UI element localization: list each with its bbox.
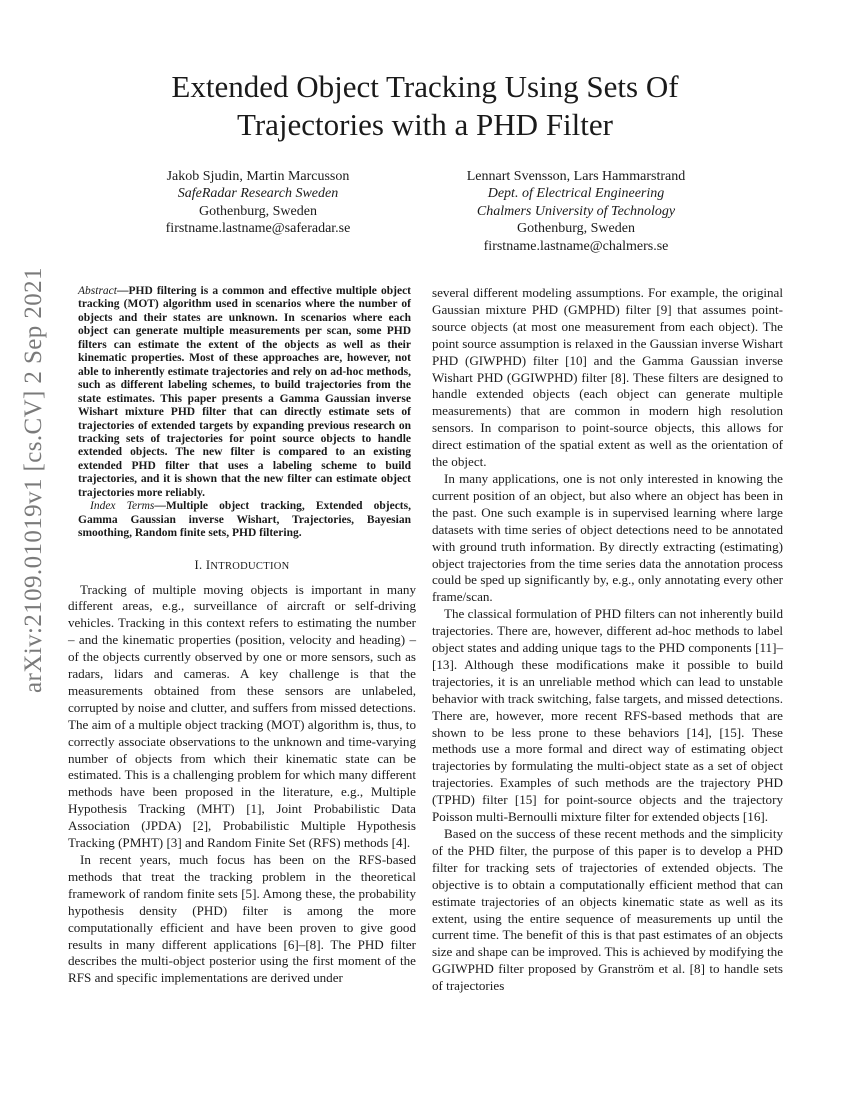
section-number: I. — [194, 557, 206, 572]
body-paragraph: Based on the success of these recent methods and the simplicity of the PHD filter, the purpose of this paper is to develop a PHD filter for tracking sets of trajectories of extended objects. The objective is to obtain a computationally efficient method that can estimate trajectories of an objects kinematic state as well as its extent, using the entire sequence of measurements up until the current time. The benefit of this is that past estimates of an objects size and shape can be improved. This is achieved by modifying the GGIWPHD filter proposed by Granström et al. [8] to handle sets of trajectories — [432, 826, 784, 994]
paper-title — [72, 68, 778, 144]
index-terms-label: Index Terms — [90, 500, 155, 513]
index-terms — [68, 500, 416, 540]
body-paragraph: In recent years, much focus has been on the RFS-based methods that treat the tracking problem in the theoretical framework of random finite sets [5]. Among these, the probability hypothesis density (PHD) filter is among the more computationally efficient and have been proven to give good results in many different applications [6]–[8]. The PHD filter describes the multi-object posterior using the first moment of the RFS and specific implementations are derived under — [68, 852, 416, 986]
abstract-text: —PHD filtering is a common and effective multiple object tracking (MOT) algorithm used in scenarios where the number of objects and their states are unknown. In scenarios where each object can generate multiple measurements per scan, some PHD filters can estimate the extent of the objects as well as their kinematic properties. Most of these approaches are, however, not able to inherently estimate trajectories and rely on ad-hoc methods, such as different labeling schemes, to build trajectories from the state estimates. This paper presents a Gamma Gaussian inverse Wishart mixture PHD filter that can directly estimate sets of trajectories of extended targets by expanding previous research on tracking sets of trajectories for point source objects to handle extended objects. The new filter is compared to an existing extended PHD filter that uses a labeling scheme to build trajectories, and it is shown that the new filter can estimate object trajectories more reliably. — [78, 285, 411, 499]
section-heading-introduction — [68, 557, 416, 576]
author-email: firstname.lastname@chalmers.se — [483, 238, 669, 254]
arxiv-sidebar — [10, 267, 58, 693]
left-column — [68, 285, 416, 987]
author-names: Lennart Svensson, Lars Hammarstrand — [466, 169, 686, 184]
body-paragraph: Tracking of multiple moving objects is important in many different areas, e.g., surveillance of aircraft or self-driving vehicles. Tracking in this context refers to estimating the number – and the kinematic properties (position, velocity and heading) – of the objects currently observed by one or more sensors, such as radars, lidars and cameras. A key challenge is that the measurements obtained from these sensors are unlabeled, corrupted by noise and clutter, and suffers from missed detections. The aim of a multiple object tracking (MOT) algorithm is, thus, to correctly associate observations to the unknown and time-varying number of objects from which their kinematic state can be estimated. This is a challenging problem for which many different methods have been proposed in the literature, e.g., Multiple Hypothesis Tracking (MHT) [1], Joint Probabilistic Data Association (JPDA) [2], Probabilistic Multiple Hypothesis Tracking (PMHT) [3] and Random Finite Set (RFS) methods [4]. — [68, 581, 416, 851]
right-column — [432, 285, 783, 995]
author-affiliation: SafeRadar Research Sweden — [177, 186, 339, 202]
author-block-1 — [140, 168, 376, 238]
section-title-initial: I — [205, 557, 211, 572]
body-paragraph-continued: several different modeling assumptions. For example, the original Gaussian mixture PHD (GMPHD) filter [9] that assumes point-source objects (at most one measurement from each object). The point source assumption is relaxed in the Gaussian inverse Wishart PHD (GIWPHD) filter [10] and the Gamma Gaussian inverse Wishart PHD (GGIWPHD) filter [8]. These filters are designed to handle extended objects (each object can generate multiple measurements) that are common in modern high resolution sensors. In comparison to point-source objects, this allows for direct estimation of the spatial extent as well as the orientation of the object. — [432, 285, 783, 470]
arxiv-identifier: arXiv:2109.01019v1 [cs.CV] 2 Sep 2021 — [20, 267, 47, 693]
author-city: Gothenburg, Sweden — [517, 221, 635, 237]
abstract-label: Abstract — [78, 285, 117, 297]
author-city: Gothenburg, Sweden — [199, 203, 317, 219]
title-line-1: Extended Object Tracking Using Sets Of — [171, 69, 679, 104]
author-block-2 — [436, 168, 716, 255]
title-line-2: Trajectories with a PHD Filter — [237, 107, 613, 142]
author-affiliation-2: Chalmers University of Technology — [476, 203, 676, 219]
body-paragraph: In many applications, one is not only interested in knowing the current position of an object, but also where an object has been in the past. One such example is in supervised learning where large datasets with time series of object detections need to be annotated with ground truth information. By directly extracting (estimating) object trajectories from the time series data the annotation process could be sped up significantly by, e.g., only annotating every other frame/scan. — [432, 470, 783, 605]
author-email: firstname.lastname@saferadar.se — [165, 221, 351, 237]
author-affiliation: Dept. of Electrical Engineering — [487, 186, 665, 202]
index-terms-text: —Multiple object tracking, Extended objects, Gamma Gaussian inverse Wishart, Trajectories, Bayesian smoothing, Random finite sets, PHD filtering. — [78, 500, 411, 540]
author-names: Jakob Sjudin, Martin Marcusson — [166, 169, 350, 184]
abstract — [68, 285, 416, 500]
body-paragraph: The classical formulation of PHD filters can not inherently build trajectories. There are, however, different ad-hoc methods to label object states and adding unique tags to the PHD components [11]–[13]. Although these modifications make it possible to build trajectories, it is an unreliable method which can lead to unstable behavior with track switching, false targets, and missed detections. There are, however, more recent RFS-based methods that are shown to be less prone to these behaviors [14], [15]. These methods use a more formal and direct way of estimating object trajectories by formulating the multi-object state as a set of object trajectories. Examples of such methods are the trajectory PHD (TPHD) filter [15] for point-source objects and the trajectory Poisson multi-Bernoulli mixture filter for extended objects [16]. — [432, 606, 783, 825]
section-title-rest: NTRODUCTION — [210, 560, 290, 572]
